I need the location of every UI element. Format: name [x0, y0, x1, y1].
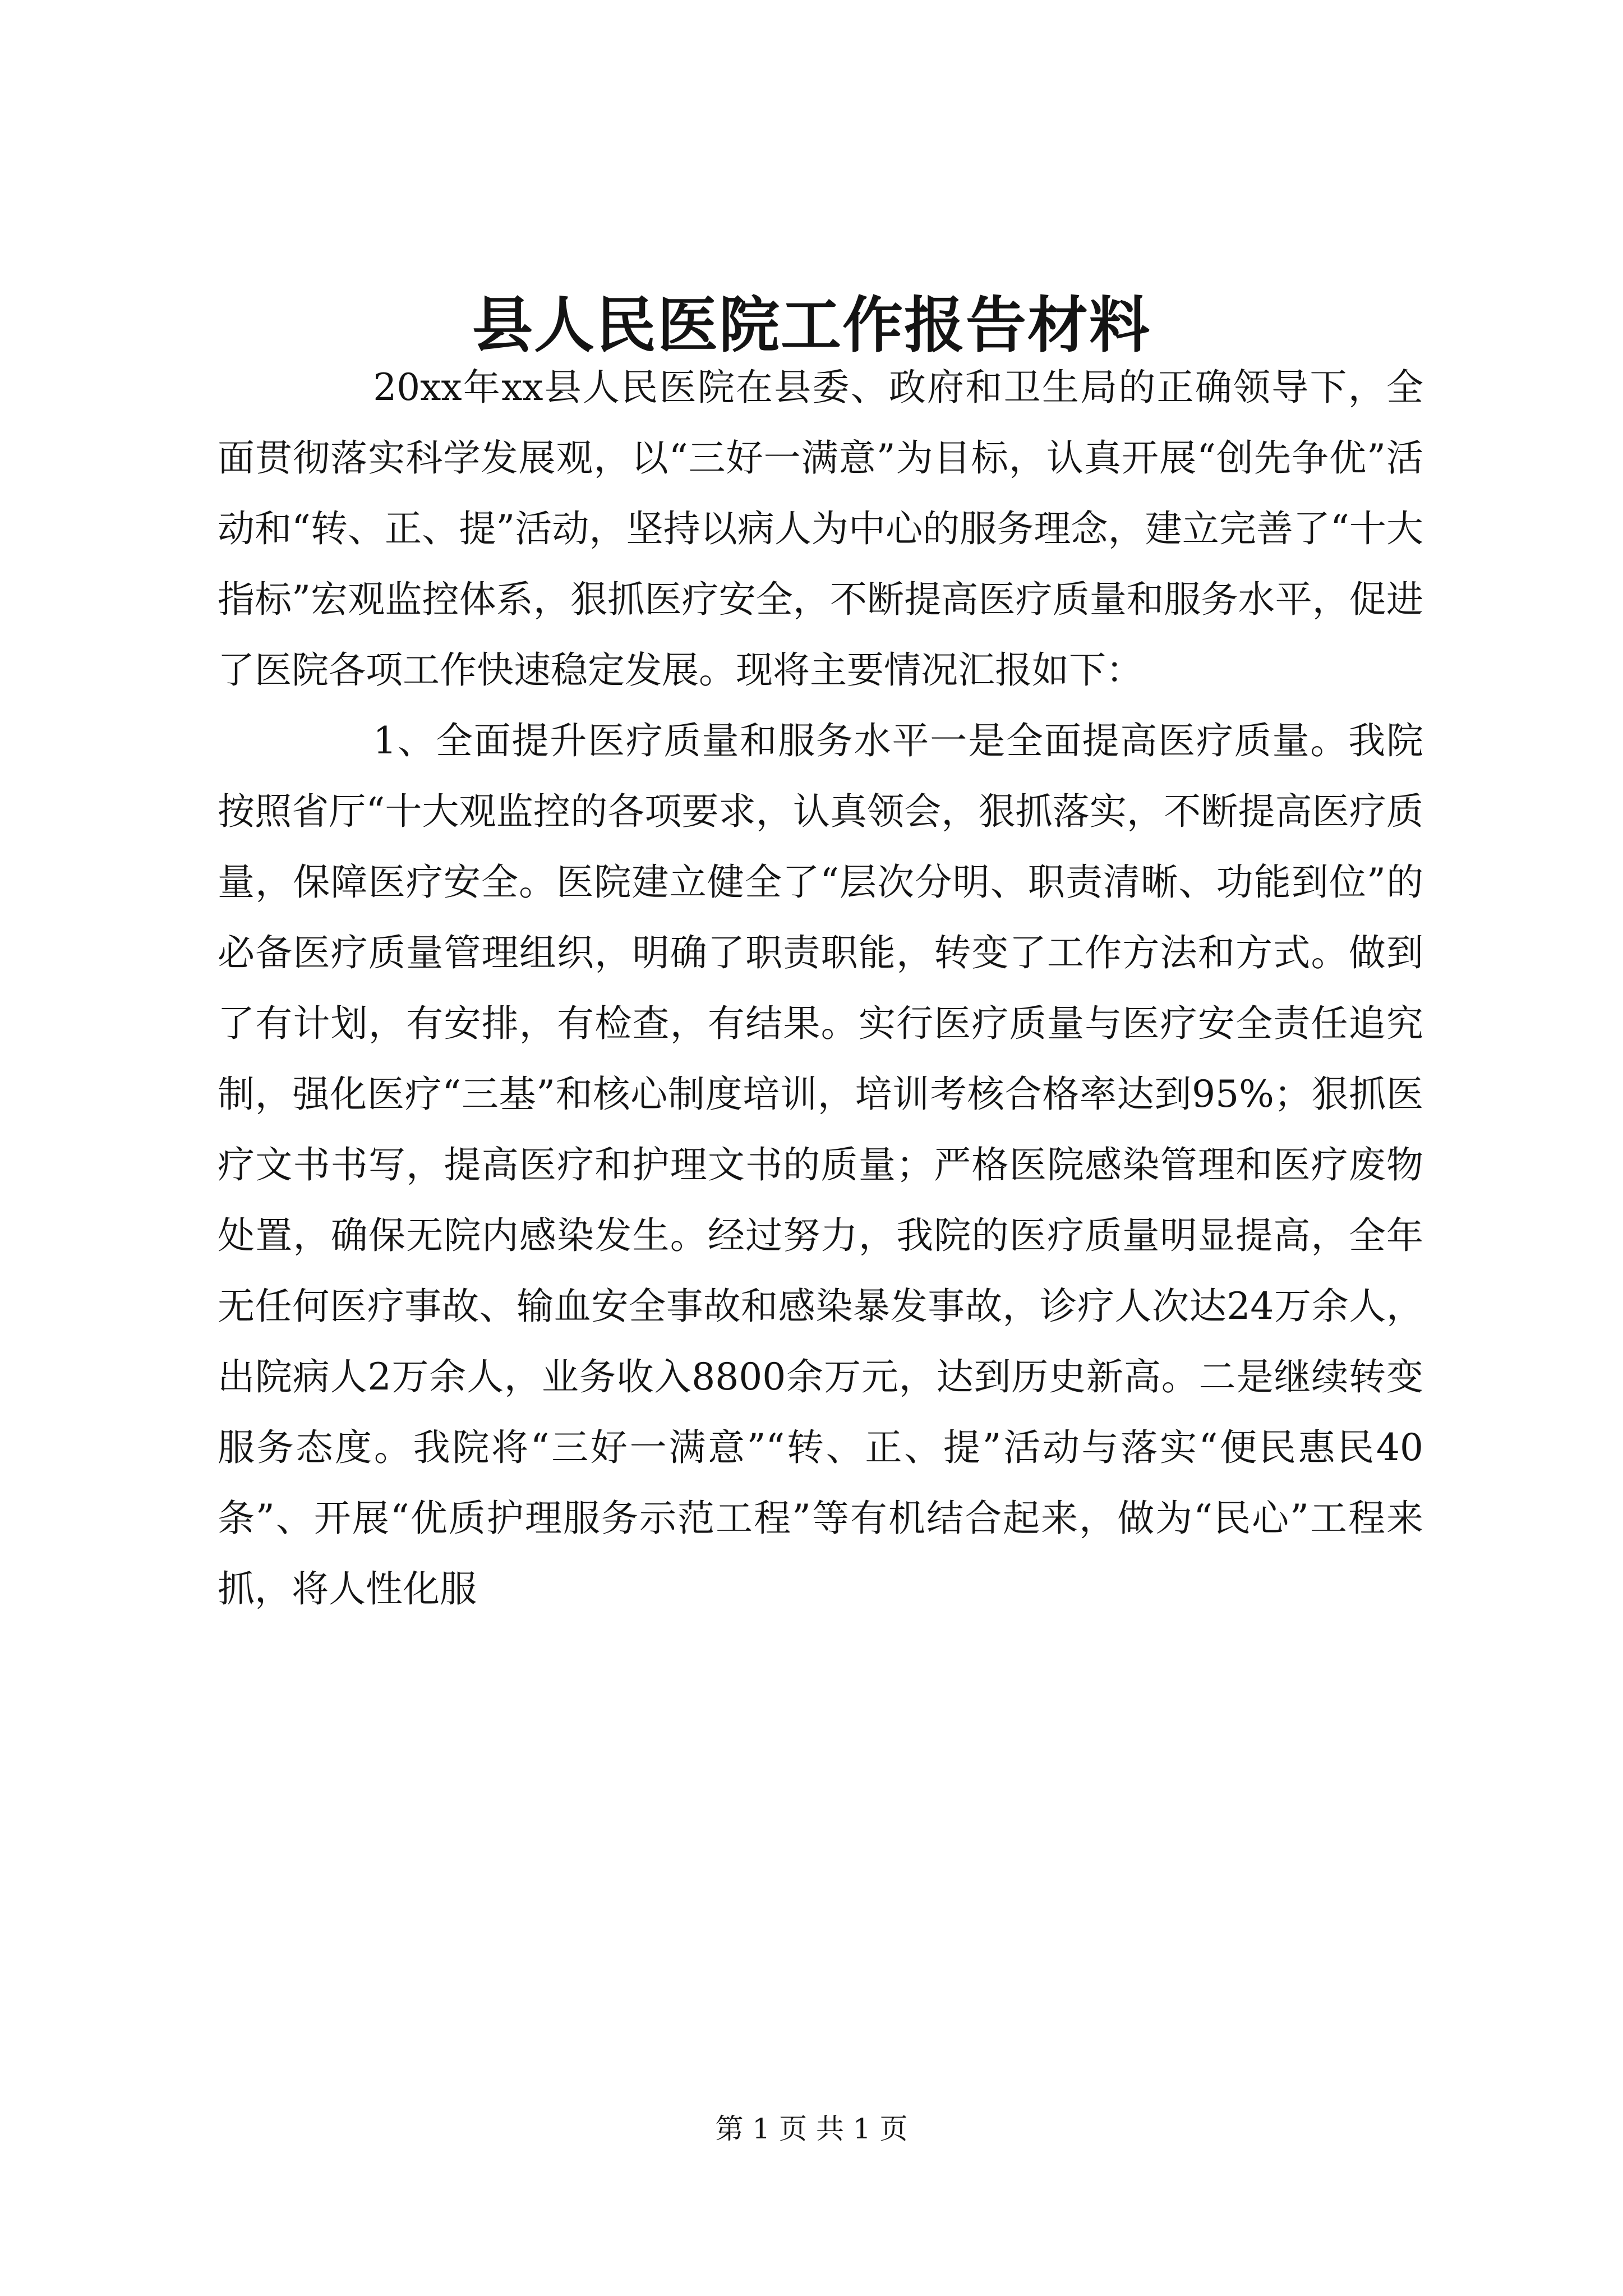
document-body [218, 352, 1423, 1625]
paragraph-section-1: 1、全面提升医疗质量和服务水平一是全面提高医疗质量。我院按照省厅“十大观监控的各项要求，认真领会，狠抓落实，不断提高医疗质量，保障医疗安全。医院建立健全了“层次分明、职责清晰、功能到位”的必备医疗质量管理组织，明确了职责职能，转变了工作方法和方式。做到了有计划，有安排，有检查，有结果。实行医疗质量与医疗安全责任追究制，强化医疗“三基”和核心制度培训，培训考核合格率达到95%；狠抓医疗文书书写，提高医疗和护理文书的质量；严格医院感染管理和医疗废物处置，确保无院内感染发生。经过努力，我院的医疗质量明显提高，全年无任何医疗事故、输血安全事故和感染暴发事故，诊疗人次达24万余人，出院病人2万余人，业务收入8800余万元，达到历史新高。二是继续转变服务态度。我院将“三好一满意”“转、正、提”活动与落实“便民惠民40条”、开展“优质护理服务示范工程”等有机结合起来，做为“民心”工程来抓，将人性化服 [218, 719, 1423, 1611]
paragraph-intro: 20xx年xx县人民医院在县委、政府和卫生局的正确领导下，全面贯彻落实科学发展观，以“三好一满意”为目标，认真开展“创先争优”活动和“转、正、提”活动，坚持以病人为中心的服务理念，建立完善了“十大指标”宏观监控体系，狠抓医疗安全，不断提高医疗质量和服务水平，促进了医院各项工作快速稳定发展。现将主要情况汇报如下： [218, 366, 1423, 692]
document-title: 县人民医院工作报告材料 [472, 290, 1151, 361]
page-footer: 第 1 页 共 1 页 [715, 2113, 908, 2145]
